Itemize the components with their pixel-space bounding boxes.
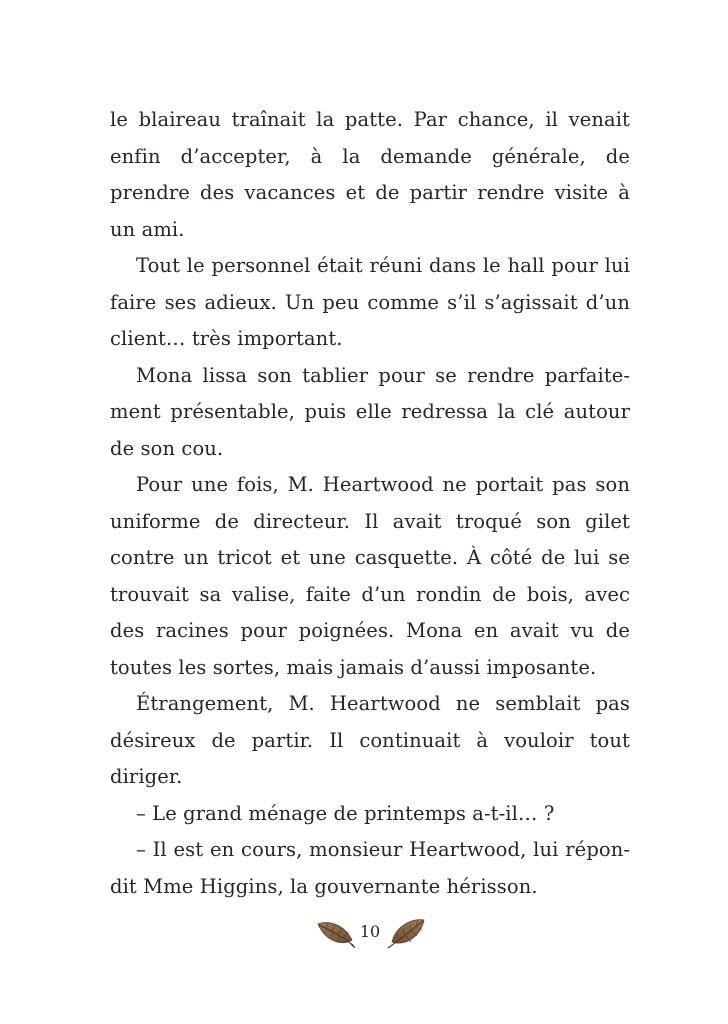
- dialogue-line-2: – Il est en cours, monsieur Heartwood, lui répondit Mme Higgins, la gouvernante hérisson.: [110, 838, 630, 898]
- paragraph-4: Pour une fois, M. Heartwood ne portait pas son uniforme de directeur. Il avait troqué son gilet contre un tricot et une casquette. À côté de lui se trouvait sa valise, faite d’un rondin de bois, avec des racines pour poignées. Mona en avait vu de toutes les sortes, mais jamais d’aussi imposante.: [110, 473, 630, 679]
- dialogue-line-1: – Le grand ménage de printemps a-t-il… ?: [136, 801, 555, 825]
- page-number: 10: [359, 922, 381, 941]
- leaf-icon: [314, 918, 356, 950]
- paragraph-3: Mona lissa son tablier pour se rendre parfaitement présentable, puis elle redressa la clé autour de son cou.: [110, 363, 630, 460]
- paragraph-5: Étrangement, M. Heartwood ne semblait pas désireux de partir. Il continuait à vouloir tout diriger.: [110, 692, 630, 788]
- paragraph-2: Tout le personnel était réuni dans le hall pour lui faire ses adieux. Un peu comme s’il s’agissait d’un client… très important.: [110, 254, 630, 350]
- leaf-icon: [386, 916, 428, 950]
- body-text: [110, 102, 630, 905]
- page-footer: [0, 912, 728, 956]
- paragraph-1: le blaireau traînait la patte. Par chance, il venait enfin d’accepter, à la demande générale, de prendre des vacances et de partir rendre visite à un ami.: [110, 108, 630, 241]
